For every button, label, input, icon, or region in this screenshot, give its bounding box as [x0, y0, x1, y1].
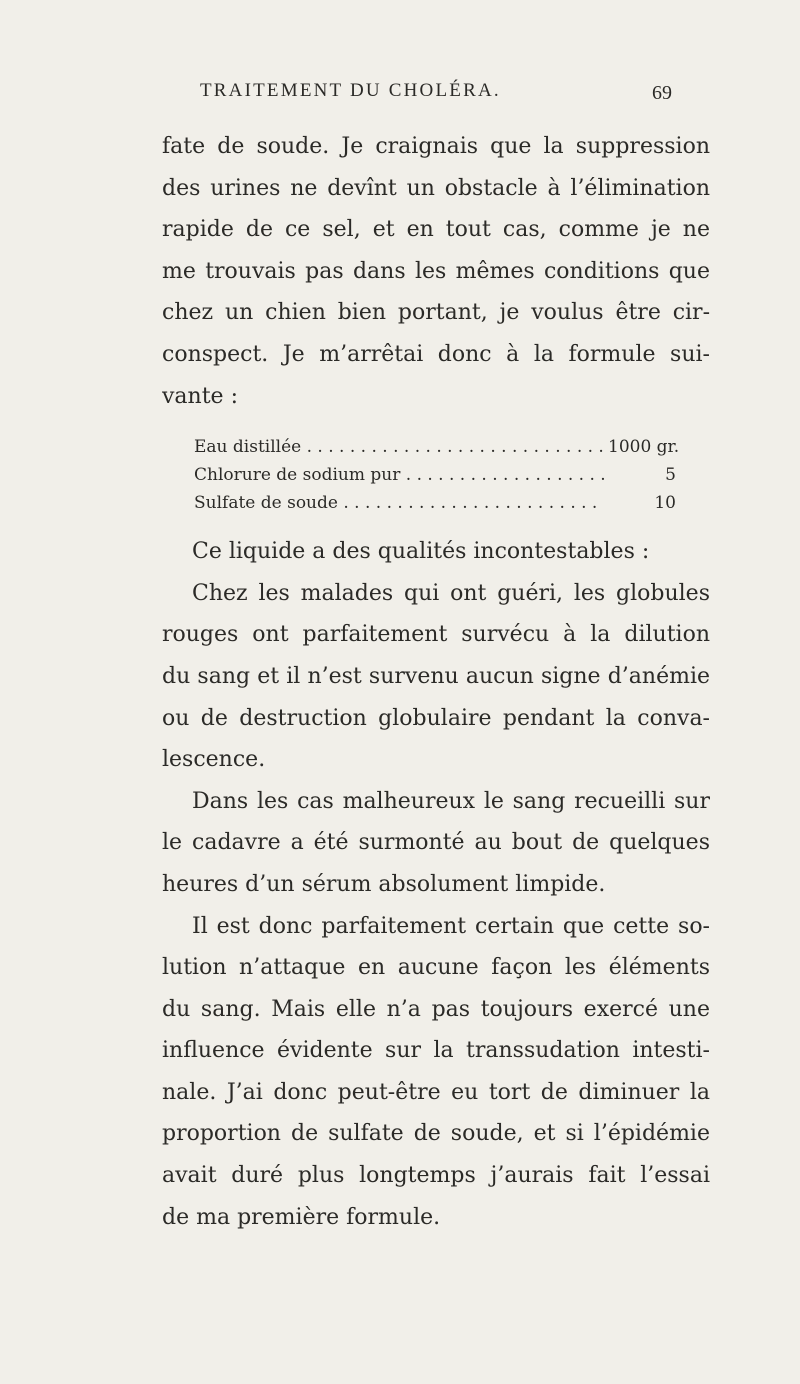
paragraph-2 — [162, 531, 710, 573]
text-line: Ce liquide a des qualités incontestables : — [192, 539, 650, 565]
text-line: du sang. Mais elle n’a pas toujours exercé une — [162, 996, 710, 1022]
text-line: le cadavre a été surmonté au bout de quelques — [162, 830, 710, 856]
text-line: chez un chien bien portant, je voulus être cir- — [162, 300, 710, 326]
formula-row — [194, 433, 680, 461]
text-line: Dans les cas malheureux le sang recueilli sur — [192, 788, 710, 814]
text-line: Chez les malades qui ont guéri, les globules — [192, 580, 710, 606]
page-header — [200, 80, 672, 114]
formula-quantity: 1000 gr. — [608, 437, 680, 458]
text-line: heures d’un sérum absolument limpide. — [162, 871, 606, 897]
text-line: ou de destruction globulaire pendant la conva- — [162, 705, 710, 731]
formula-ingredient: Sulfate de soude . . . — [194, 489, 604, 517]
paragraph-1 — [162, 126, 710, 417]
text-line: proportion de sulfate de soude, et si l’épidémie — [162, 1121, 710, 1147]
text-line: nale. J’ai donc peut-être eu tort de diminuer la — [162, 1079, 710, 1105]
formula-ingredient: Eau distillée . . . — [194, 433, 604, 461]
formula-row — [194, 489, 676, 517]
formula-quantity: 10 — [654, 493, 676, 514]
text-line: me trouvais pas dans les mêmes conditions que — [162, 258, 710, 284]
paragraph-3 — [162, 573, 710, 781]
text-line: Il est donc parfaitement certain que cette so- — [192, 913, 710, 939]
page-number: 69 — [652, 82, 672, 104]
text-line: lution n’attaque en aucune façon les éléments — [162, 955, 710, 981]
text-line: des urines ne devînt un obstacle à l’élimination — [162, 175, 710, 201]
formula-ingredient: Chlorure de sodium pur . . . — [194, 461, 604, 489]
text-line: du sang et il n’est survenu aucun signe d’anémie — [162, 663, 710, 689]
text-line: de ma première formule. — [162, 1204, 441, 1230]
text-line: avait duré plus longtemps j’aurais fait l’essai — [162, 1163, 710, 1189]
text-line: rouges ont parfaitement survécu à la dilution — [162, 622, 710, 648]
paragraph-4 — [162, 781, 710, 906]
running-title: TRAITEMENT DU CHOLÉRA. — [200, 80, 501, 101]
text-line: conspect. Je m’arrêtai donc à la formule sui- — [162, 341, 710, 367]
formula-table — [194, 433, 680, 517]
formula-row — [194, 461, 676, 489]
text-line: rapide de ce sel, et en tout cas, comme je ne — [162, 217, 710, 243]
page-body — [162, 126, 710, 1238]
text-line: fate de soude. Je craignais que la suppression — [162, 134, 710, 159]
formula-quantity: 5 — [665, 465, 676, 486]
text-line: lescence. — [162, 747, 266, 773]
paragraph-5 — [162, 906, 710, 1239]
text-line: vante : — [162, 383, 238, 409]
text-line: influence évidente sur la transsudation intesti- — [162, 1038, 710, 1064]
